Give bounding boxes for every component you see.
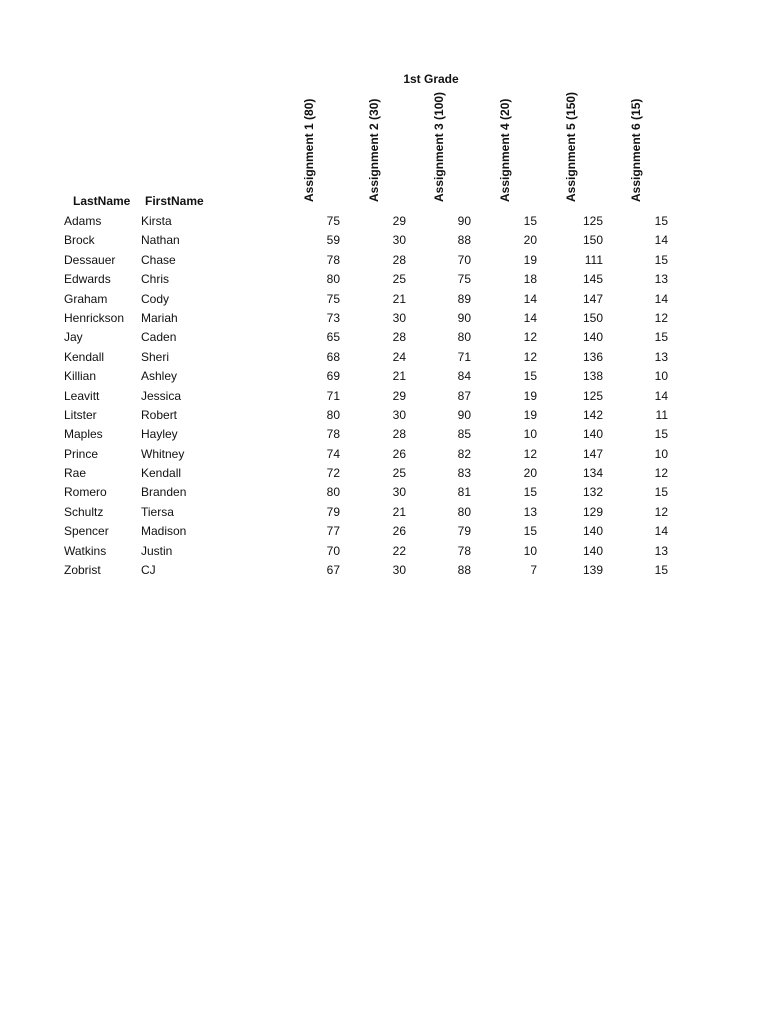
assignment-3-score-cell: 79	[457, 524, 471, 539]
assignment-6-score-cell: 14	[654, 524, 668, 539]
assignment-2-score-cell: 30	[392, 407, 406, 422]
first-name-cell: CJ	[141, 563, 156, 578]
header-assignment-6: Assignment 6 (15)	[629, 98, 643, 202]
first-name-cell: Nathan	[141, 233, 180, 248]
assignment-6-score-cell: 12	[654, 310, 668, 325]
assignment-2-score-cell: 25	[392, 272, 406, 287]
assignment-1-score-cell: 80	[326, 407, 340, 422]
assignment-4-score-cell: 12	[523, 446, 537, 461]
assignment-3-score-cell: 85	[457, 427, 471, 442]
table-row	[0, 348, 768, 367]
assignment-4-score-cell: 14	[523, 310, 537, 325]
table-row	[0, 290, 768, 309]
assignment-2-score-cell: 26	[392, 446, 406, 461]
assignment-5-score-cell: 125	[582, 214, 603, 228]
first-name-cell: Tiersa	[141, 504, 174, 519]
assignment-1-score-cell: 65	[326, 330, 340, 345]
assignment-3-score-cell: 87	[457, 388, 471, 403]
assignment-2-score-cell: 30	[392, 563, 406, 578]
table-row	[0, 503, 768, 522]
assignment-1-score-cell: 80	[326, 485, 340, 500]
assignment-4-score-cell: 15	[523, 214, 537, 228]
assignment-6-score-cell: 15	[654, 214, 668, 228]
assignment-1-score-cell: 78	[326, 427, 340, 442]
assignment-1-score-cell: 77	[326, 524, 340, 539]
assignment-3-score-cell: 84	[457, 369, 471, 384]
assignment-4-score-cell: 20	[523, 466, 537, 481]
assignment-6-score-cell: 15	[654, 330, 668, 345]
last-name-cell: Watkins	[64, 543, 107, 558]
table-row	[0, 406, 768, 425]
assignment-2-score-cell: 26	[392, 524, 406, 539]
first-name-cell: Jessica	[141, 388, 182, 403]
assignment-2-score-cell: 30	[392, 485, 406, 500]
table-row	[0, 367, 768, 386]
last-name-cell: Edwards	[64, 272, 111, 287]
assignment-5-score-cell: 140	[582, 543, 603, 558]
assignment-5-score-cell: 147	[582, 291, 603, 306]
assignment-4-score-cell: 18	[523, 272, 537, 287]
assignment-6-score-cell: 14	[654, 388, 668, 403]
table-row	[0, 542, 768, 561]
table-row	[0, 483, 768, 502]
last-name-cell: Jay	[64, 330, 83, 345]
assignment-6-score-cell: 10	[654, 446, 668, 461]
assignment-5-score-cell: 142	[582, 407, 603, 422]
assignment-4-score-cell: 19	[523, 252, 537, 267]
table-row	[0, 270, 768, 289]
last-name-cell: Dessauer	[64, 252, 116, 267]
first-name-cell: Mariah	[141, 310, 178, 325]
assignment-3-score-cell: 90	[457, 214, 471, 228]
assignment-5-score-cell: 150	[582, 233, 603, 248]
assignment-2-score-cell: 29	[392, 214, 406, 228]
assignment-5-score-cell: 139	[582, 563, 603, 578]
last-name-cell: Leavitt	[64, 388, 100, 403]
assignment-6-score-cell: 13	[654, 543, 668, 558]
last-name-cell: Maples	[64, 427, 103, 442]
assignment-6-score-cell: 12	[654, 504, 668, 519]
assignment-3-score-cell: 80	[457, 330, 471, 345]
assignment-6-score-cell: 15	[654, 563, 668, 578]
assignment-3-score-cell: 82	[457, 446, 471, 461]
table-row	[0, 387, 768, 406]
assignment-3-score-cell: 90	[457, 407, 471, 422]
assignment-3-score-cell: 90	[457, 310, 471, 325]
assignment-4-score-cell: 20	[523, 233, 537, 248]
last-name-cell: Schultz	[64, 504, 104, 519]
assignment-4-score-cell: 14	[523, 291, 537, 306]
assignment-6-score-cell: 15	[654, 252, 668, 267]
assignment-2-score-cell: 21	[392, 291, 406, 306]
first-name-cell: Whitney	[141, 446, 185, 461]
assignment-4-score-cell: 10	[523, 427, 537, 442]
assignment-1-score-cell: 73	[326, 310, 340, 325]
assignment-1-score-cell: 75	[326, 291, 340, 306]
last-name-cell: Zobrist	[64, 563, 101, 578]
sheet-title: 1st Grade	[403, 72, 459, 86]
assignment-5-score-cell: 136	[582, 349, 603, 364]
assignment-6-score-cell: 15	[654, 427, 668, 442]
assignment-4-score-cell: 13	[523, 504, 537, 519]
last-name-cell: Killian	[64, 369, 97, 384]
table-row	[0, 251, 768, 270]
assignment-6-score-cell: 14	[654, 233, 668, 248]
assignment-5-score-cell: 140	[582, 427, 603, 442]
table-row	[0, 445, 768, 464]
first-name-cell: Sheri	[141, 349, 170, 364]
assignment-5-score-cell: 145	[582, 272, 603, 287]
assignment-5-score-cell: 125	[582, 388, 603, 403]
first-name-cell: Justin	[141, 543, 173, 558]
assignment-2-score-cell: 28	[392, 252, 406, 267]
assignment-5-score-cell: 150	[582, 310, 603, 325]
last-name-cell: Adams	[64, 214, 102, 228]
assignment-1-score-cell: 72	[326, 466, 340, 481]
assignment-2-score-cell: 22	[392, 543, 406, 558]
assignment-1-score-cell: 59	[326, 233, 340, 248]
assignment-4-score-cell: 10	[523, 543, 537, 558]
header-assignment-4: Assignment 4 (20)	[498, 98, 512, 202]
last-name-cell: Graham	[64, 291, 108, 306]
header-assignment-3: Assignment 3 (100)	[432, 91, 446, 202]
assignment-3-score-cell: 71	[457, 349, 471, 364]
assignment-3-score-cell: 75	[457, 272, 471, 287]
table-row	[0, 212, 768, 231]
last-name-cell: Rae	[64, 466, 87, 481]
assignment-3-score-cell: 89	[457, 291, 471, 306]
assignment-3-score-cell: 78	[457, 543, 471, 558]
assignment-1-score-cell: 67	[326, 563, 340, 578]
assignment-3-score-cell: 80	[457, 504, 471, 519]
last-name-cell: Spencer	[64, 524, 109, 539]
assignment-6-score-cell: 15	[654, 485, 668, 500]
first-name-cell: Chase	[141, 252, 176, 267]
assignment-5-score-cell: 129	[582, 504, 603, 519]
first-name-cell: Madison	[141, 524, 187, 539]
assignment-1-score-cell: 71	[326, 388, 340, 403]
table-row	[0, 522, 768, 541]
table-row	[0, 464, 768, 483]
table-row	[0, 425, 768, 444]
assignment-4-score-cell: 15	[523, 524, 537, 539]
first-name-cell: Kendall	[141, 466, 182, 481]
last-name-cell: Henrickson	[64, 310, 125, 325]
assignment-3-score-cell: 88	[457, 233, 471, 248]
first-name-cell: Cody	[141, 291, 170, 306]
header-assignment-2: Assignment 2 (30)	[367, 98, 381, 202]
assignment-4-score-cell: 15	[523, 369, 537, 384]
table-row	[0, 309, 768, 328]
assignment-5-score-cell: 132	[582, 485, 603, 500]
assignment-1-score-cell: 68	[326, 349, 340, 364]
assignment-4-score-cell: 12	[523, 349, 537, 364]
assignment-5-score-cell: 147	[582, 446, 603, 461]
assignment-2-score-cell: 30	[392, 233, 406, 248]
assignment-2-score-cell: 24	[392, 349, 406, 364]
last-name-cell: Prince	[64, 446, 99, 461]
assignment-2-score-cell: 28	[392, 330, 406, 345]
last-name-cell: Brock	[64, 233, 95, 248]
assignment-2-score-cell: 21	[392, 369, 406, 384]
first-name-cell: Robert	[141, 407, 178, 422]
assignment-1-score-cell: 69	[326, 369, 340, 384]
assignment-6-score-cell: 10	[654, 369, 668, 384]
assignment-6-score-cell: 13	[654, 349, 668, 364]
first-name-cell: Kirsta	[141, 214, 172, 228]
table-row	[0, 328, 768, 347]
assignment-1-score-cell: 70	[326, 543, 340, 558]
assignment-2-score-cell: 25	[392, 466, 406, 481]
table-row	[0, 561, 768, 580]
assignment-1-score-cell: 80	[326, 272, 340, 287]
assignment-1-score-cell: 75	[326, 214, 340, 228]
assignment-5-score-cell: 111	[584, 252, 603, 267]
assignment-4-score-cell: 7	[530, 563, 537, 578]
header-assignment-5: Assignment 5 (150)	[564, 91, 578, 202]
last-name-cell: Litster	[64, 407, 97, 422]
header-first-name: FirstName	[145, 194, 204, 208]
first-name-cell: Branden	[141, 485, 187, 500]
assignment-1-score-cell: 79	[326, 504, 340, 519]
assignment-2-score-cell: 21	[392, 504, 406, 519]
last-name-cell: Romero	[64, 485, 107, 500]
assignment-3-score-cell: 70	[457, 252, 471, 267]
assignment-6-score-cell: 13	[654, 272, 668, 287]
table-row	[0, 231, 768, 250]
first-name-cell: Chris	[141, 272, 170, 287]
first-name-cell: Ashley	[141, 369, 178, 384]
assignment-6-score-cell: 12	[654, 466, 668, 481]
assignment-1-score-cell: 78	[326, 252, 340, 267]
header-last-name: LastName	[73, 194, 131, 208]
assignment-5-score-cell: 134	[582, 466, 603, 481]
assignment-2-score-cell: 28	[392, 427, 406, 442]
assignment-2-score-cell: 30	[392, 310, 406, 325]
assignment-5-score-cell: 140	[582, 330, 603, 345]
header-assignment-1: Assignment 1 (80)	[302, 98, 316, 202]
assignment-4-score-cell: 12	[523, 330, 537, 345]
assignment-4-score-cell: 19	[523, 407, 537, 422]
first-name-cell: Hayley	[141, 427, 178, 442]
assignment-3-score-cell: 83	[457, 466, 471, 481]
assignment-6-score-cell: 11	[655, 407, 668, 422]
assignment-5-score-cell: 138	[582, 369, 603, 384]
assignment-2-score-cell: 29	[392, 388, 406, 403]
assignment-5-score-cell: 140	[582, 524, 603, 539]
assignment-3-score-cell: 81	[457, 485, 471, 500]
assignment-6-score-cell: 14	[654, 291, 668, 306]
assignment-4-score-cell: 15	[523, 485, 537, 500]
grade-table-body	[0, 212, 768, 580]
first-name-cell: Caden	[141, 330, 177, 345]
assignment-3-score-cell: 88	[457, 563, 471, 578]
last-name-cell: Kendall	[64, 349, 105, 364]
assignment-1-score-cell: 74	[326, 446, 340, 461]
assignment-4-score-cell: 19	[523, 388, 537, 403]
